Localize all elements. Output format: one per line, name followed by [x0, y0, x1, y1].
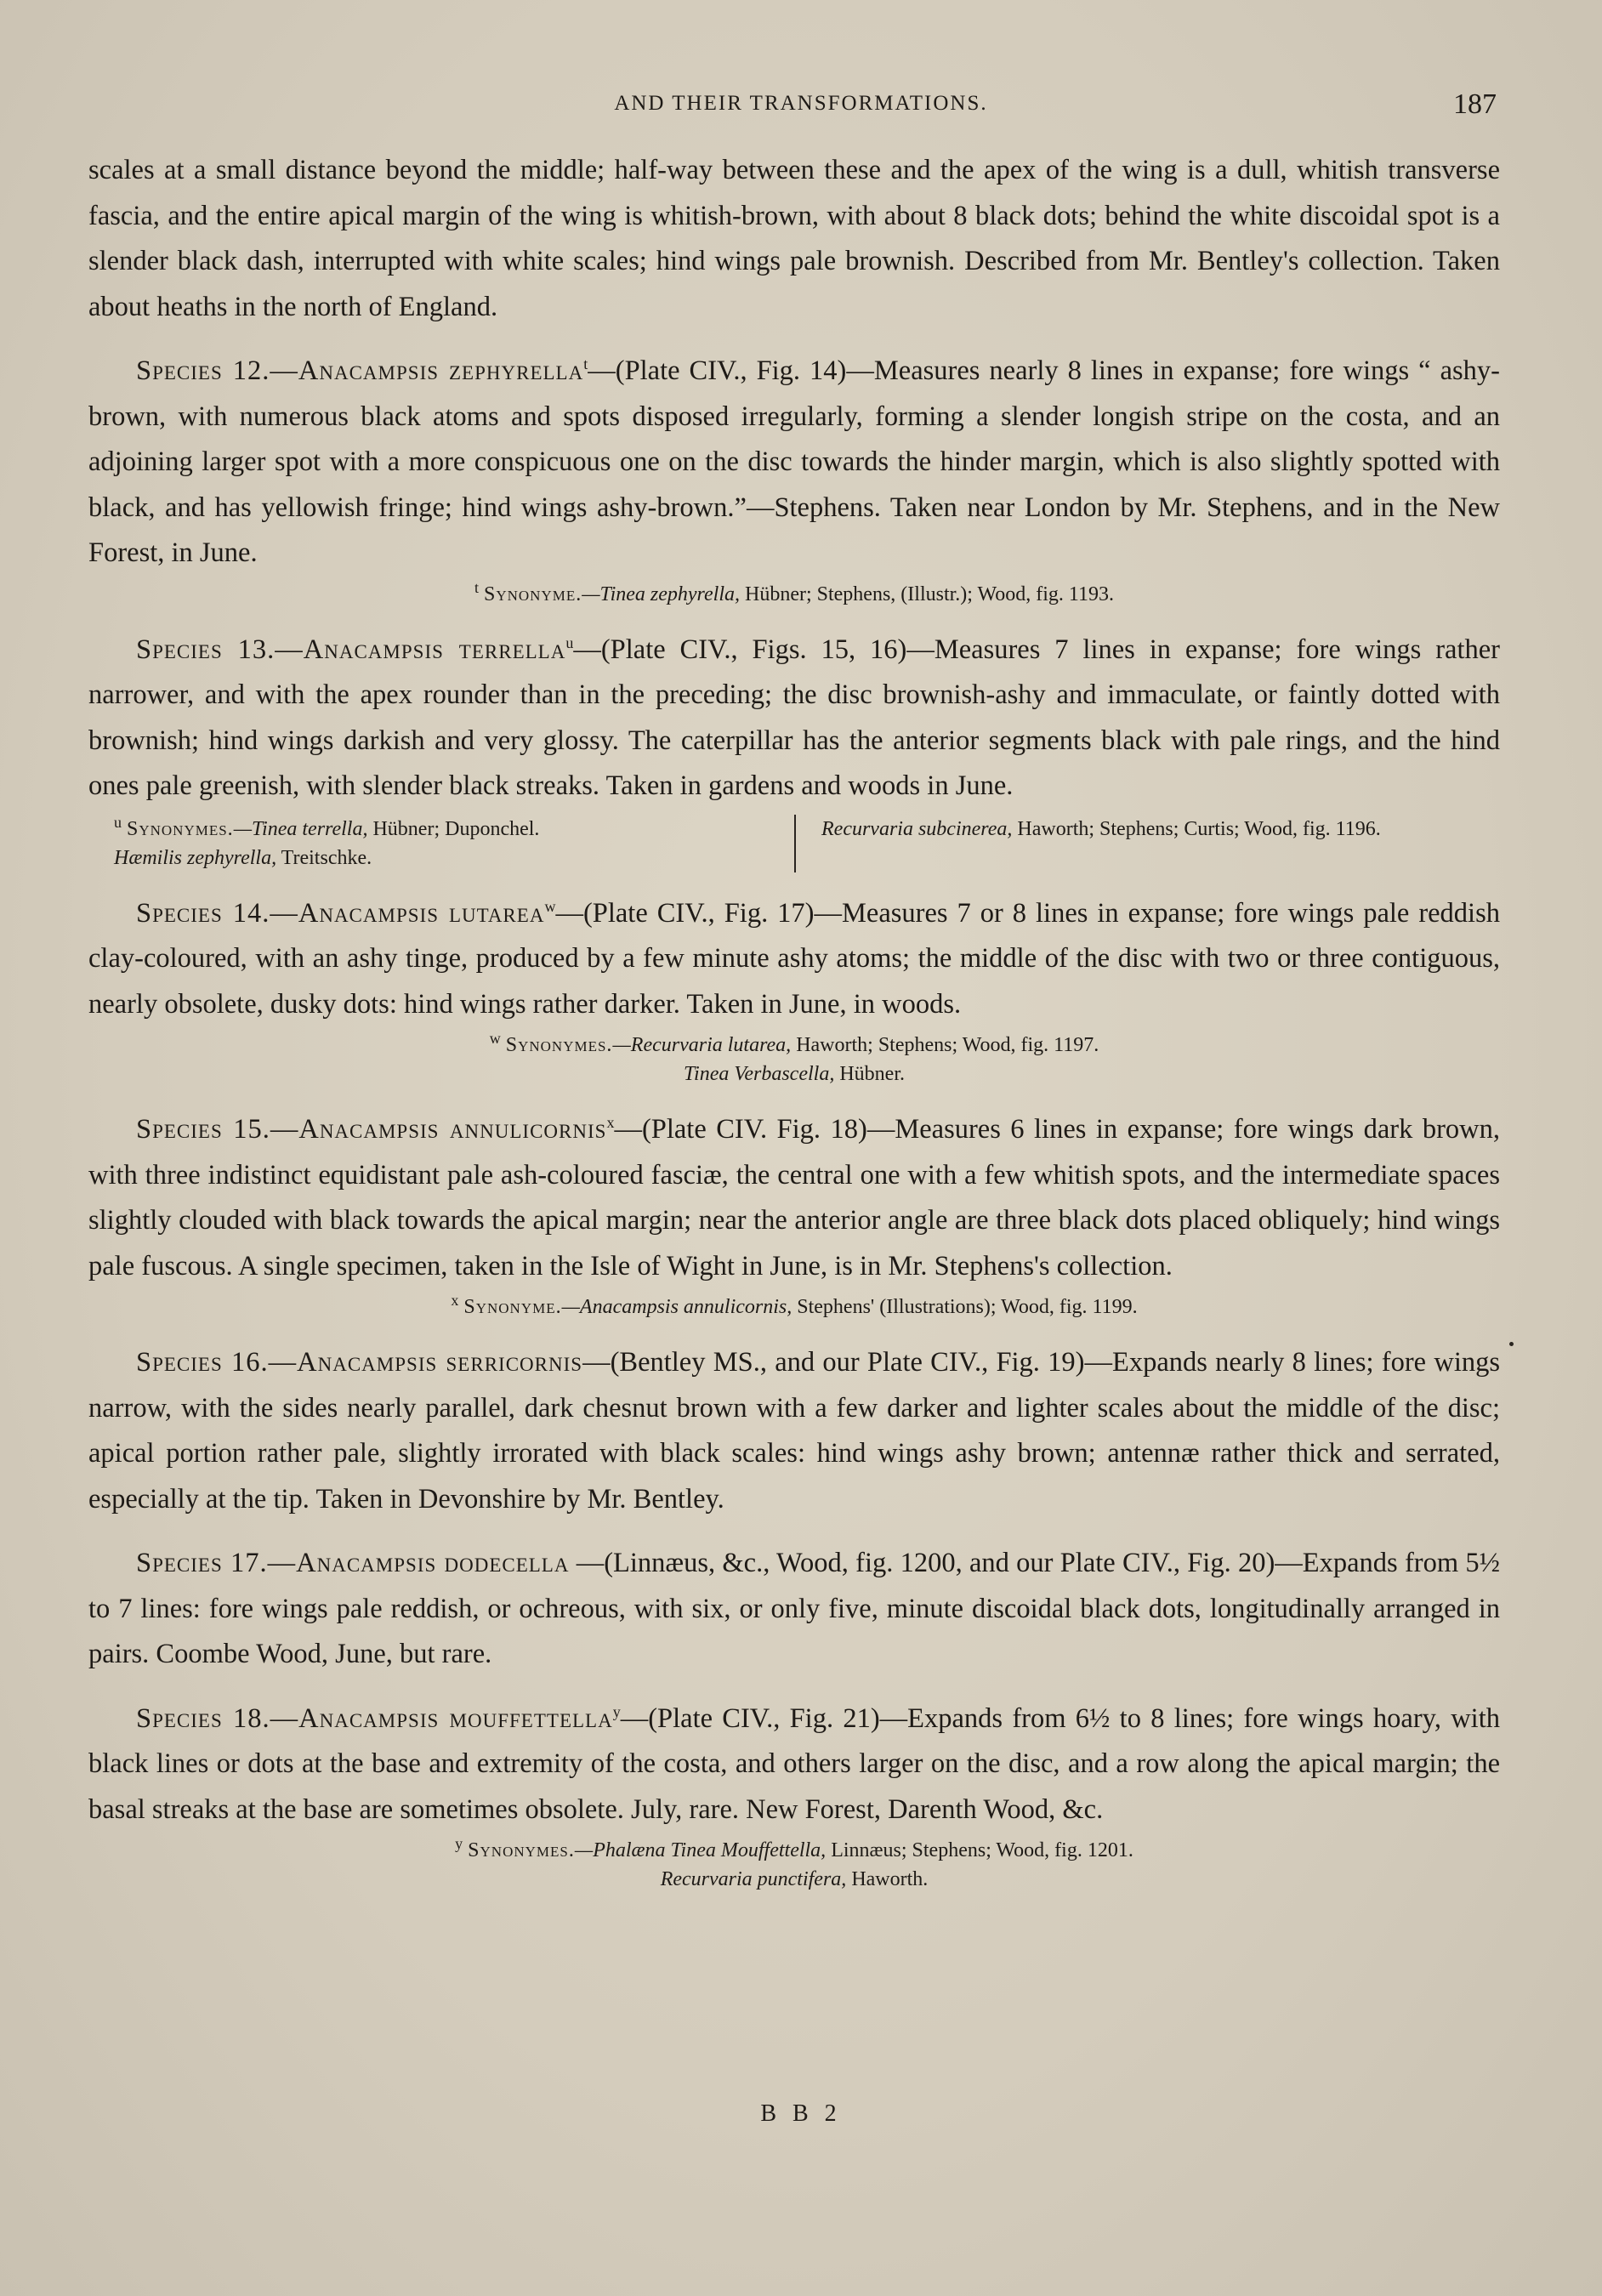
footnote — [88, 1836, 1500, 1894]
species-label: Species 14. — [136, 897, 270, 929]
footnote-text: Hübner. — [834, 1063, 905, 1085]
species-name: —Anacampsis annulicornis — [270, 1114, 607, 1145]
species-15 — [88, 1107, 1500, 1321]
species-paragraph — [88, 349, 1500, 577]
footnote-mark: w — [544, 897, 556, 915]
footnote-text: Linnæus; Stephens; Wood, fig. 1201. — [826, 1839, 1133, 1861]
ink-speck — [1509, 1342, 1514, 1346]
species-label: Species 13. — [136, 634, 276, 665]
species-label: Species 12. — [136, 355, 270, 386]
species-17 — [88, 1541, 1500, 1678]
footnote-italic: Recurvaria punctifera, — [660, 1868, 847, 1890]
species-name: —Anacampsis serricornis — [268, 1347, 583, 1378]
species-name: —Anacampsis terrella — [275, 634, 566, 665]
footnote-mark: w — [489, 1030, 501, 1047]
footnote-mark: x — [451, 1292, 459, 1309]
species-description: —(Bentley MS., and our Plate CIV., Fig. 19)—Expands nearly 8 lines; fore wings narrow, with the sides nearly parallel, dark chesnut brown with a few darker and lighter scales about the middle of the disc; apical portion rather pale, slightly irrorated with black scales: hind wings ashy brown; antennæ rather thick and serrated, especially at the tip. Taken in Devonshire by Mr. Bentley. — [88, 1347, 1500, 1515]
footnote-mark: u — [114, 813, 122, 831]
footnote-mark: y — [455, 1835, 463, 1852]
footnote-italic: —Phalæna Tinea Mouffettella, — [574, 1839, 827, 1861]
running-head: AND THEIR TRANSFORMATIONS. — [614, 92, 988, 115]
footnote-mark: x — [606, 1114, 615, 1132]
footnote-mark: t — [474, 578, 479, 596]
signature-mark: B B 2 — [760, 2100, 842, 2127]
species-paragraph — [88, 1696, 1500, 1833]
footnote-mark: t — [583, 355, 588, 373]
footnote-text: Treitschke. — [276, 846, 372, 869]
footnote-italic: —Recurvaria lutarea, — [612, 1034, 792, 1056]
species-description: —(Plate CIV., Figs. 15, 16)—Measures 7 lines in expanse; fore wings rather narrower, and with the apex rounder than in the preceding; the disc brownish-ashy and immaculate, or faintly dotted with brownish; hind wings darkish and very glossy. The caterpillar has the anterior segments black with pale rings, and the hind ones pale greenish, with slender black streaks. Taken in gardens and woods in June. — [88, 634, 1500, 801]
species-14 — [88, 891, 1500, 1089]
footnote-label: Synonymes. — [468, 1839, 575, 1861]
species-description: —(Plate CIV., Fig. 14)—Measures nearly 8 lines in expanse; fore wings “ ashy-brown, with numerous black atoms and spots disposed irregularly, forming a slender longish stripe on the costa, and an adjoining larger spot with a more conspicuous one on the disc towards the hinder margin, which is also slightly spotted with black, and has yellowish fringe; hind wings ashy-brown.”—Stephens. Taken near London by Mr. Stephens, and in the New Forest, in June. — [88, 355, 1500, 568]
footnote-text: Hübner; Duponchel. — [367, 817, 540, 840]
intro-paragraph: scales at a small distance beyond the middle; half-way between these and the apex of the wing is a dull, whitish transverse fascia, and the entire apical margin of the wing is whitish-brown, with about 8 black dots; behind the white discoidal spot is a slender black dash, interrupted with white scales; hind wings pale brownish. Described from Mr. Bentley's collection. Taken about heaths in the north of England. — [88, 155, 1500, 322]
footnote-italic: Recurvaria subcinerea, — [821, 817, 1013, 840]
species-label: Species 18. — [136, 1702, 270, 1734]
species-name: —Anacampsis mouffettella — [270, 1702, 613, 1734]
footnote-italic: —Tinea zephyrella, — [582, 583, 740, 605]
footnote-mark: y — [612, 1702, 621, 1720]
footnote-label: Synonymes. — [505, 1034, 613, 1056]
footnote-left-column — [88, 815, 794, 872]
footnote-text: Hübner; Stephens, (Illustr.); Wood, fig. 1193. — [739, 583, 1115, 605]
footnote-label: Synonyme. — [463, 1296, 562, 1318]
species-name: —Anacampsis dodecella — [267, 1548, 570, 1578]
footnote-italic: —Anacampsis annulicornis, — [561, 1296, 792, 1318]
footnote — [88, 815, 1500, 872]
species-16 — [88, 1340, 1500, 1522]
species-label: Species 16. — [136, 1347, 269, 1378]
footnote — [88, 1293, 1500, 1321]
species-description: —(Plate CIV., Fig. 21)—Expands from 6½ to 8 lines; fore wings hoary, with black lines or dots at the base and extremity of the costa, and others larger on the disc, and a row along the apical margin; the basal streaks at the base are sometimes obsolete. July, rare. New Forest, Darenth Wood, &c. — [88, 1702, 1500, 1825]
footnote-text: Haworth. — [846, 1868, 929, 1890]
species-paragraph — [88, 891, 1500, 1028]
species-label: Species 17. — [136, 1548, 268, 1578]
page-number: 187 — [1453, 88, 1497, 120]
species-name: —Anacampsis zephyrella — [270, 355, 584, 386]
species-paragraph — [88, 1107, 1500, 1289]
body-text — [88, 148, 1500, 1894]
footnote-label: Synonyme. — [483, 583, 582, 605]
footnote-text: Haworth; Stephens; Wood, fig. 1197. — [791, 1034, 1099, 1056]
footnote — [88, 1031, 1500, 1088]
footnote-italic: Tinea Verbascella, — [684, 1063, 835, 1085]
species-paragraph — [88, 628, 1500, 810]
species-18 — [88, 1696, 1500, 1895]
species-description: —(Plate CIV., Fig. 17)—Measures 7 or 8 lines in expanse; fore wings pale reddish clay-coloured, with an ashy tinge, produced by a few minute ashy atoms; the middle of the disc with two or three contiguous, nearly obsolete, dusky dots: hind wings rather darker. Taken in June, in woods. — [88, 897, 1500, 1020]
footnote-italic: —Tinea terrella, — [233, 817, 368, 840]
species-paragraph — [88, 1340, 1500, 1522]
footnote-text: Stephens' (Illustrations); Wood, fig. 1199. — [792, 1296, 1138, 1318]
species-13 — [88, 628, 1500, 872]
species-description: —(Linnæus, &c., Wood, fig. 1200, and our Plate CIV., Fig. 20)—Expands from 5½ to 7 lines: fore wings pale reddish, or ochreous, with six, or only five, minute discoidal black dots, longitudinally arranged in pairs. Coombe Wood, June, but rare. — [88, 1548, 1500, 1669]
footnote-italic: Hæmilis zephyrella, — [114, 846, 277, 869]
species-name: —Anacampsis lutarea — [270, 897, 545, 929]
footnote-text: Haworth; Stephens; Curtis; Wood, fig. 1196. — [1012, 817, 1381, 840]
species-description: —(Plate CIV. Fig. 18)—Measures 6 lines in expanse; fore wings dark brown, with three indistinct equidistant pale ash-coloured fasciæ, the central one with a few whitish spots, and the intermediate spaces slightly clouded with black towards the apical margin; near the anterior angle are three black dots placed obliquely; hind wings pale fuscous. A single specimen, taken in the Isle of Wight in June, is in Mr. Stephens's collection. — [88, 1114, 1500, 1282]
species-paragraph — [88, 1541, 1500, 1678]
footnote — [88, 580, 1500, 609]
species-12 — [88, 349, 1500, 609]
page-header — [0, 88, 1602, 134]
species-label: Species 15. — [136, 1114, 270, 1145]
footnote-right-column — [794, 815, 1500, 872]
footnote-label: Synonymes. — [127, 817, 234, 840]
footnote-mark: u — [565, 634, 574, 651]
